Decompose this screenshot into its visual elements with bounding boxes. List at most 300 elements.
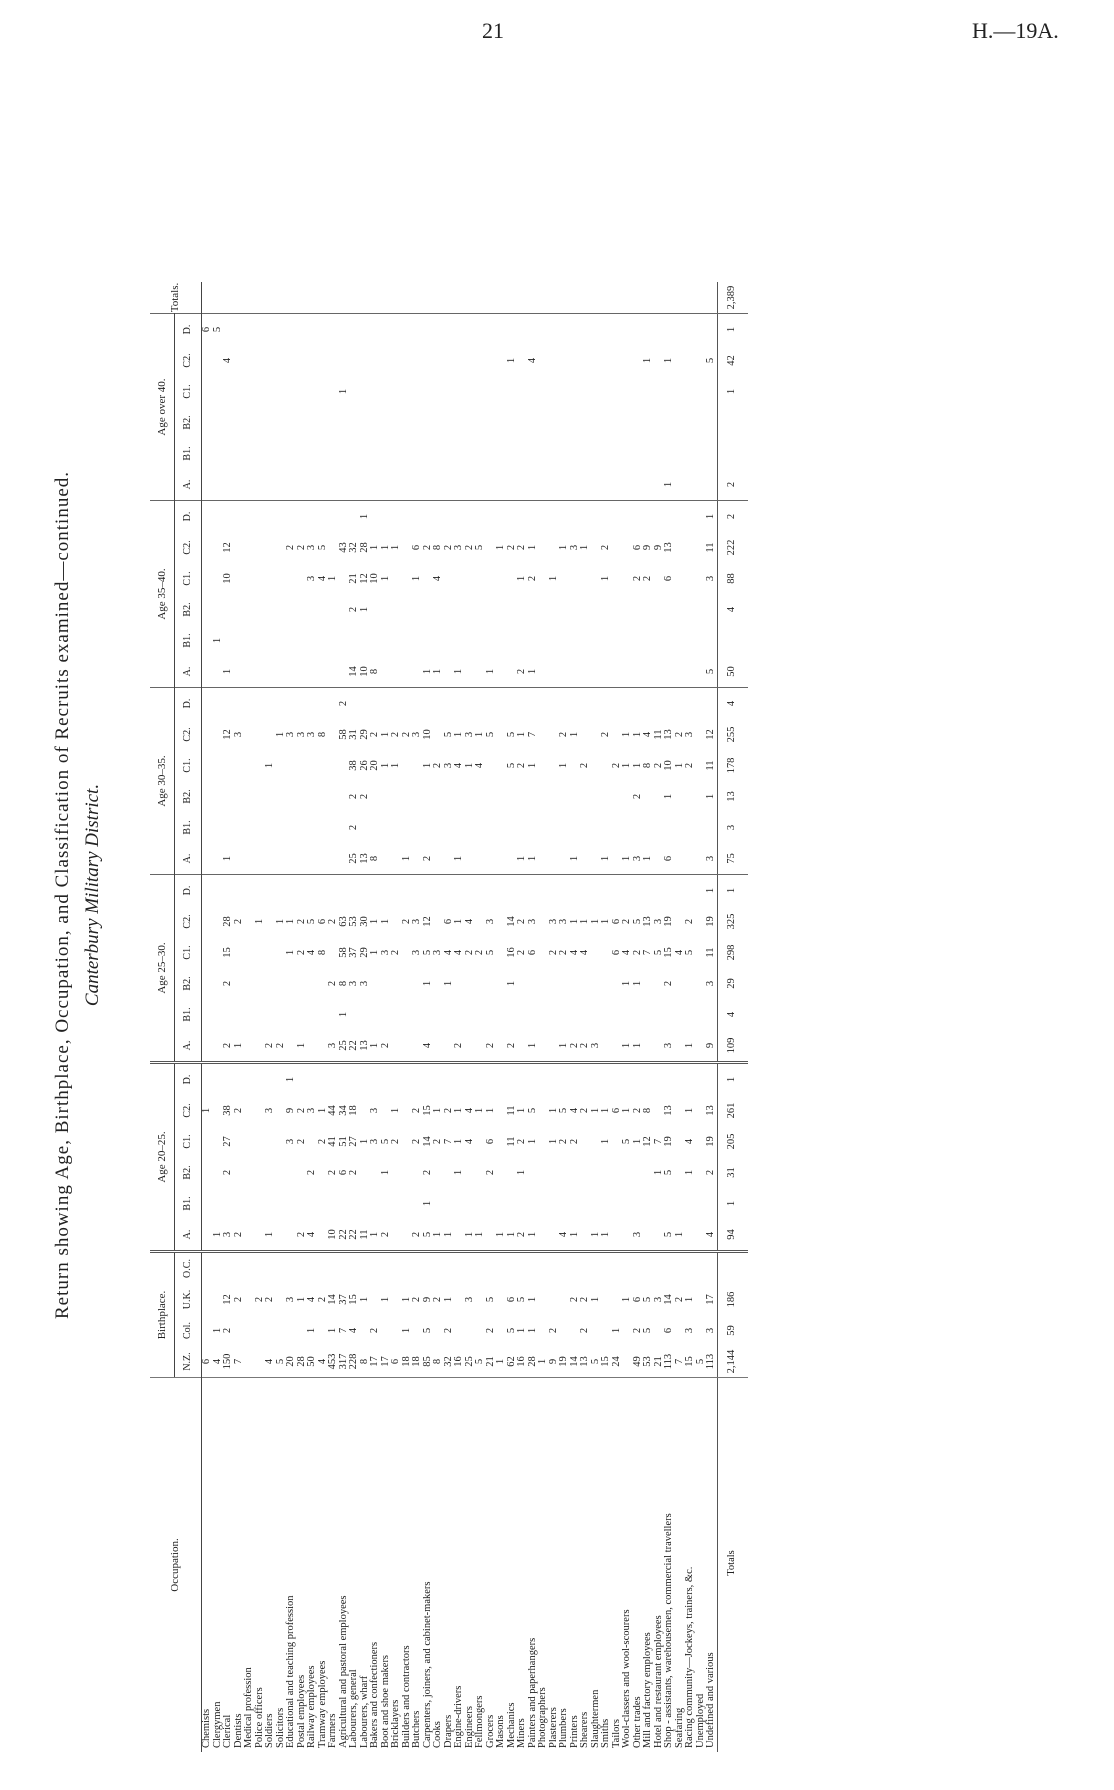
value-cell (580, 875, 591, 907)
occupation-cell: Cooks (433, 1378, 444, 1753)
value-cell (265, 376, 276, 407)
value-cell (696, 469, 707, 501)
value-cell: 1 (621, 1296, 632, 1303)
value-cell (538, 501, 549, 533)
value-cell: 1 (717, 314, 748, 346)
value-cell: 29 (358, 947, 370, 958)
value-cell: 1 (379, 575, 391, 582)
value-cell (601, 1252, 612, 1285)
value-cell (601, 968, 612, 999)
value-cell (454, 1219, 465, 1252)
value-cell: 2 (327, 980, 338, 987)
value-cell (549, 594, 560, 625)
value-cell (538, 781, 549, 812)
value-cell (265, 843, 276, 875)
value-cell (559, 625, 570, 656)
value-cell (654, 501, 665, 533)
value-cell (318, 625, 329, 656)
value-cell (328, 750, 339, 781)
column-header: D. (175, 501, 202, 533)
value-cell (349, 314, 360, 346)
value-cell (255, 999, 266, 1030)
value-cell: 2 (516, 918, 527, 925)
value-cell (549, 875, 560, 907)
value-cell (423, 376, 434, 407)
value-cell: 1 (526, 762, 538, 769)
value-cell (622, 688, 633, 720)
value-cell (465, 563, 476, 594)
table-row (286, 282, 297, 1752)
value-cell (286, 501, 297, 533)
value-cell (601, 781, 612, 812)
value-cell: 3 (411, 918, 422, 925)
value-cell (475, 345, 486, 376)
value-cell (465, 781, 476, 812)
value-cell (297, 1063, 308, 1096)
column-header: B2. (175, 594, 202, 625)
table-row (223, 282, 234, 1752)
value-cell (412, 1030, 423, 1063)
table-subtitle: Canterbury Military District. (82, 783, 103, 1007)
value-cell (223, 1188, 234, 1219)
value-cell (654, 1188, 665, 1219)
value-cell (276, 1219, 287, 1252)
table-row (412, 282, 423, 1752)
value-cell (685, 563, 696, 594)
value-cell (202, 968, 213, 999)
value-cell (570, 282, 581, 314)
value-cell (328, 594, 339, 625)
value-cell: 2 (381, 1030, 392, 1063)
value-cell (612, 875, 623, 907)
value-cell: 2 (486, 1030, 497, 1063)
value-cell (265, 906, 276, 937)
value-cell: 3 (306, 731, 317, 738)
table-row (339, 282, 350, 1752)
value-cell (685, 469, 696, 501)
value-cell: 1 (717, 1063, 748, 1096)
value-cell (633, 594, 644, 625)
value-cell: 3 (223, 1219, 234, 1252)
value-cell (612, 594, 623, 625)
value-cell (265, 594, 276, 625)
occupation-cell: Fellmongers (475, 1378, 486, 1753)
value-cell (496, 345, 507, 376)
value-cell: 113 (664, 1346, 675, 1378)
value-cell (475, 1284, 486, 1315)
value-cell (318, 1188, 329, 1219)
value-cell (559, 1188, 570, 1219)
value-cell (496, 469, 507, 501)
occupation-cell: Clerical (223, 1378, 234, 1753)
value-cell (570, 1252, 581, 1285)
value-cell: 29 (717, 968, 748, 999)
column-header: B2. (175, 407, 202, 438)
value-cell (412, 1188, 423, 1219)
value-cell: 2 (276, 1030, 287, 1063)
value-cell (307, 656, 318, 688)
value-cell: 22 (349, 1219, 360, 1252)
value-cell (517, 469, 528, 501)
column-header: C1. (175, 937, 202, 968)
value-cell (349, 999, 360, 1030)
value-cell (423, 438, 434, 469)
value-cell (444, 345, 455, 376)
value-cell: 1 (589, 1296, 601, 1303)
value-cell (433, 345, 444, 376)
value-cell (276, 314, 287, 346)
column-header: C1. (175, 750, 202, 781)
value-cell (486, 968, 497, 999)
value-cell (496, 1315, 507, 1346)
value-cell (328, 656, 339, 688)
value-cell (234, 1063, 245, 1096)
value-cell (633, 688, 644, 720)
value-cell: 7 (234, 1346, 245, 1378)
value-cell: 26 (358, 760, 370, 771)
occupation-cell: Mechanics (507, 1378, 518, 1753)
value-cell: 1 (528, 1030, 539, 1063)
value-cell (381, 594, 392, 625)
value-cell (601, 1063, 612, 1096)
value-cell (643, 781, 654, 812)
value-cell: 4 (453, 762, 464, 769)
value-cell: 7 (675, 1346, 686, 1378)
value-cell (234, 1315, 245, 1346)
value-cell (643, 875, 654, 907)
value-cell (675, 656, 686, 688)
value-cell (433, 314, 444, 346)
value-cell: 6 (610, 918, 622, 925)
value-cell (234, 1188, 245, 1219)
value-cell (213, 750, 224, 781)
value-cell (328, 719, 339, 750)
value-cell (685, 501, 696, 533)
table-row (213, 282, 224, 1752)
value-cell (475, 1252, 486, 1285)
value-cell: 1 (621, 762, 632, 769)
value-cell (244, 1030, 255, 1063)
value-cell: 4 (526, 357, 538, 364)
value-cell (391, 656, 402, 688)
value-cell (549, 376, 560, 407)
value-cell (244, 532, 255, 563)
value-cell: 2 (507, 1030, 518, 1063)
occupation-cell: Grocers (486, 1378, 497, 1753)
value-cell (465, 1030, 476, 1063)
value-cell (286, 750, 297, 781)
value-cell (496, 563, 507, 594)
occupation-cell: Slaughtermen (591, 1378, 602, 1753)
occupation-cell: Undefined and various (706, 1378, 717, 1753)
value-cell (675, 843, 686, 875)
column-header: A. (175, 656, 202, 688)
value-cell: 75 (717, 843, 748, 875)
value-cell (318, 282, 329, 314)
value-cell (360, 469, 371, 501)
value-cell: 1 (432, 1107, 443, 1114)
value-cell: 1 (559, 1030, 570, 1063)
value-cell (349, 376, 360, 407)
value-cell: 10 (421, 729, 433, 740)
value-cell (349, 1188, 360, 1219)
value-cell (255, 532, 266, 563)
value-cell (601, 1030, 612, 1063)
value-cell: 14 (570, 1346, 581, 1378)
column-header: Col. (175, 1315, 202, 1346)
value-cell (307, 314, 318, 346)
value-cell (706, 469, 717, 501)
value-cell (433, 719, 444, 750)
value-cell (412, 688, 423, 720)
value-cell (496, 501, 507, 533)
value-cell (391, 563, 402, 594)
value-cell (265, 563, 276, 594)
value-cell (591, 1315, 602, 1346)
value-cell (339, 625, 350, 656)
value-cell (318, 345, 329, 376)
value-cell (612, 688, 623, 720)
value-cell: 2 (663, 980, 674, 987)
value-cell (276, 376, 287, 407)
value-cell (580, 719, 591, 750)
table-row (360, 282, 371, 1752)
value-cell: 13 (642, 916, 653, 927)
value-cell (549, 314, 560, 346)
value-cell (507, 1188, 518, 1219)
occupation-cell: Carpenters, joiners, and cabinet-makers (423, 1378, 434, 1753)
value-cell (538, 1063, 549, 1096)
value-cell: 1 (327, 1327, 338, 1334)
value-cell (307, 688, 318, 720)
value-cell (328, 376, 339, 407)
value-cell: 2 (390, 731, 401, 738)
value-cell (528, 875, 539, 907)
value-cell (381, 438, 392, 469)
value-cell (538, 719, 549, 750)
value-cell (528, 1157, 539, 1188)
table-title: Return showing Age, Birthplace, Occupation, and Classification of Recruits examined—continued. (52, 470, 73, 1320)
value-cell: 3 (568, 544, 580, 551)
value-cell (286, 625, 297, 656)
value-cell (391, 314, 402, 346)
value-cell (339, 438, 350, 469)
value-cell (360, 314, 371, 346)
value-cell: 15 (348, 1294, 359, 1305)
value-cell: 1 (223, 656, 234, 688)
value-cell: 2 (558, 731, 569, 738)
value-cell (265, 532, 276, 563)
value-cell (570, 1157, 581, 1188)
value-cell: 1 (484, 1107, 496, 1114)
value-cell: 5 (684, 949, 695, 956)
value-cell: 1 (411, 575, 422, 582)
value-cell (475, 875, 486, 907)
value-cell (297, 688, 308, 720)
value-cell: 3 (463, 1296, 475, 1303)
value-cell: 25 (339, 1030, 350, 1063)
value-cell: 3 (232, 731, 244, 738)
value-cell (444, 1063, 455, 1096)
value-cell (601, 1315, 612, 1346)
table-row (475, 282, 486, 1752)
value-cell: 3 (558, 918, 569, 925)
value-cell: 1 (570, 1219, 581, 1252)
value-cell (591, 812, 602, 843)
value-cell (423, 469, 434, 501)
value-cell: 1 (337, 388, 349, 395)
value-cell (486, 625, 497, 656)
value-cell (591, 376, 602, 407)
value-cell: 27 (348, 1136, 359, 1147)
value-cell (486, 1063, 497, 1096)
value-cell (696, 1252, 707, 1285)
table-row (664, 282, 675, 1752)
value-cell: 4 (474, 762, 485, 769)
value-cell: 4 (213, 1346, 224, 1378)
value-cell (213, 501, 224, 533)
value-cell (559, 594, 570, 625)
value-cell: 2 (600, 544, 611, 551)
value-cell (244, 968, 255, 999)
value-cell (244, 656, 255, 688)
value-cell (612, 1219, 623, 1252)
value-cell (496, 1157, 507, 1188)
value-cell (297, 407, 308, 438)
value-cell (307, 625, 318, 656)
value-cell: 1 (496, 1219, 507, 1252)
value-cell (391, 1063, 402, 1096)
age-25-30-header: Age 25–30. (150, 875, 175, 1063)
value-cell (370, 1157, 381, 1188)
value-cell: 2 (390, 949, 401, 956)
value-cell: 3 (526, 918, 538, 925)
table-row (496, 282, 507, 1752)
value-cell (339, 469, 350, 501)
value-cell (570, 376, 581, 407)
value-cell: 2 (579, 1296, 590, 1303)
value-cell (444, 314, 455, 346)
value-cell (244, 376, 255, 407)
value-cell: 1 (465, 1219, 476, 1252)
value-cell (307, 438, 318, 469)
value-cell: 5 (664, 1219, 675, 1252)
value-cell (381, 282, 392, 314)
value-cell (286, 594, 297, 625)
value-cell (360, 376, 371, 407)
occupation-cell: Soldiers (265, 1378, 276, 1753)
value-cell (633, 1157, 644, 1188)
value-cell (622, 1157, 633, 1188)
value-cell (318, 843, 329, 875)
value-cell: 5 (652, 949, 664, 956)
value-cell (475, 625, 486, 656)
value-cell: 2 (348, 606, 359, 613)
value-cell (601, 1284, 612, 1315)
table-row (507, 282, 518, 1752)
value-cell (664, 501, 675, 533)
value-cell (244, 843, 255, 875)
value-cell (507, 625, 518, 656)
value-cell (622, 1063, 633, 1096)
value-cell: 2 (600, 731, 611, 738)
value-cell (381, 376, 392, 407)
value-cell (402, 625, 413, 656)
value-cell (528, 501, 539, 533)
value-cell (265, 407, 276, 438)
value-cell (244, 781, 255, 812)
value-cell: 2 (505, 544, 517, 551)
value-cell (286, 469, 297, 501)
value-cell: 42 (717, 345, 748, 376)
value-cell (601, 501, 612, 533)
value-cell (276, 345, 287, 376)
value-cell: 1 (675, 1219, 686, 1252)
value-cell: 1 (297, 1030, 308, 1063)
value-cell (643, 282, 654, 314)
value-cell: 14 (327, 1294, 338, 1305)
value-cell: 6 (664, 843, 675, 875)
value-cell: 11 (505, 1136, 517, 1147)
value-cell: 28 (222, 916, 233, 927)
value-cell (612, 314, 623, 346)
value-cell (244, 563, 255, 594)
table-row (454, 282, 465, 1752)
value-cell (255, 345, 266, 376)
value-cell (507, 1063, 518, 1096)
value-cell: 28 (297, 1346, 308, 1378)
value-cell: 1 (358, 1138, 370, 1145)
value-cell (276, 1315, 287, 1346)
value-cell (381, 1315, 392, 1346)
value-cell (643, 688, 654, 720)
value-cell: 325 (717, 906, 748, 937)
value-cell (433, 999, 444, 1030)
value-cell (223, 781, 234, 812)
value-cell (664, 407, 675, 438)
value-cell (507, 407, 518, 438)
value-cell (444, 999, 455, 1030)
value-cell (370, 407, 381, 438)
value-cell (202, 812, 213, 843)
value-cell (633, 812, 644, 843)
value-cell: 1 (516, 1169, 527, 1176)
value-cell (559, 314, 570, 346)
value-cell (633, 376, 644, 407)
table-row (601, 282, 612, 1752)
value-cell (454, 407, 465, 438)
value-cell: 2 (285, 544, 296, 551)
value-cell (706, 625, 717, 656)
value-cell (549, 1284, 560, 1315)
value-cell (370, 968, 381, 999)
value-cell: 6 (202, 1346, 213, 1378)
occupation-cell: Printers (570, 1378, 581, 1753)
value-cell (643, 1219, 654, 1252)
value-cell (444, 563, 455, 594)
value-cell: 6 (316, 918, 328, 925)
value-cell (391, 1157, 402, 1188)
value-cell (706, 376, 717, 407)
value-cell (486, 594, 497, 625)
table-row (612, 282, 623, 1752)
value-cell (349, 469, 360, 501)
value-cell (507, 376, 518, 407)
value-cell (664, 999, 675, 1030)
value-cell (391, 1284, 402, 1315)
value-cell (202, 501, 213, 533)
value-cell: 13 (663, 542, 674, 553)
